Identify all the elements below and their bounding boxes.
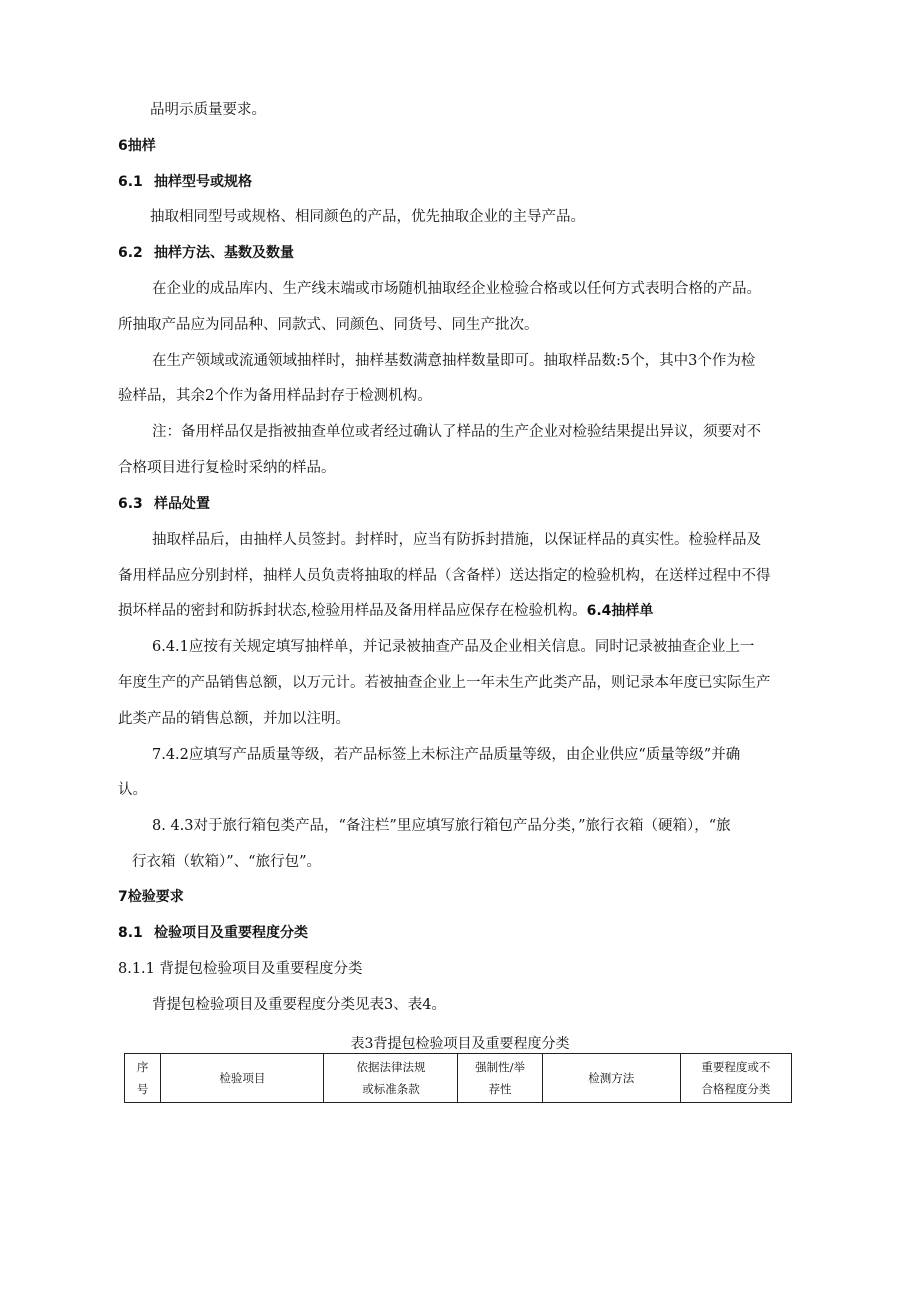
paragraph-line: 在企业的成品库内、生产线末端或市场随机抽取经企业检验合格或以任何方式表明合格的产品。 [152, 281, 761, 297]
table-header-row [125, 1054, 792, 1103]
inspection-items-table [124, 1053, 792, 1103]
header-cell-basis: 依据法律法规 或标准条款 [324, 1054, 458, 1103]
paragraph-line: 背提包检验项目及重要程度分类见表3、表4。 [152, 997, 446, 1013]
heading-text: 样品处置 [154, 496, 210, 512]
header-cell-mandatory: 强制性/举 荐性 [458, 1054, 542, 1103]
header-cell-item: 检验项目 [161, 1054, 324, 1103]
section-heading-6-4: 6.4抽样单 [586, 603, 654, 619]
heading-number: 6.3 [118, 496, 143, 512]
paragraph-line: 验样品，其余2个作为备用样品封存于检测机构。 [118, 388, 432, 404]
table-caption: 表3背提包检验项目及重要程度分类 [350, 1036, 570, 1052]
section-heading-6-1 [118, 172, 252, 192]
paragraph-line: 品明示质量要求。 [150, 102, 266, 118]
paragraph-line: 抽取相同型号或规格、相同颜色的产品，优先抽取企业的主导产品。 [150, 209, 585, 225]
section-heading-6: 6抽样 [118, 138, 156, 154]
heading-text: 检验项目及重要程度分类 [154, 925, 308, 941]
header-cell-method: 检测方法 [542, 1054, 680, 1103]
paragraph-line: 此类产品的销售总额，并加以注明。 [118, 711, 350, 727]
paragraph-line: 年度生产的产品销售总额，以万元计。若被抽查企业上一年未生产此类产品，则记录本年度已实际生产 [118, 675, 771, 691]
paragraph-line: 8. 4.3对于旅行箱包类产品，“备注栏”里应填写旅行箱包产品分类，”旅行衣箱（硬箱），“旅 [152, 818, 731, 834]
paragraph-line: 在生产领域或流通领域抽样时，抽样基数满意抽样数量即可。抽取样品数:5个，其中3个作为检 [152, 353, 756, 369]
header-cell-classification: 重要程度或不 合格程度分类 [680, 1054, 791, 1103]
section-heading-8-1 [118, 923, 308, 943]
paragraph-text: 损坏样品的密封和防拆封状态,检验用样品及备用样品应保存在检验机构。 [118, 603, 587, 619]
header-cell-index: 序 号 [125, 1054, 161, 1103]
heading-text: 抽样型号或规格 [154, 174, 252, 190]
paragraph-line: 抽取样品后，由抽样人员签封。封样时，应当有防拆封措施，以保证样品的真实性。检验样品及 [152, 532, 761, 548]
note-line: 注：备用样品仅是指被抽查单位或者经过确认了样品的生产企业对检验结果提出异议，须要对不 [152, 424, 761, 440]
note-line: 合格项目进行复检时采纳的样品。 [118, 460, 336, 476]
paragraph-line: 认。 [118, 782, 147, 798]
subsection-heading-8-1-1: 8.1.1 背提包检验项目及重要程度分类 [118, 961, 363, 977]
section-heading-6-2 [118, 243, 294, 263]
paragraph-line [118, 601, 653, 621]
heading-number: 8.1 [118, 925, 143, 941]
paragraph-line: 行衣箱（软箱）”、“旅行包”。 [132, 854, 321, 870]
section-heading-6-3 [118, 494, 210, 514]
heading-number: 6.2 [118, 245, 143, 261]
heading-number: 6.1 [118, 174, 143, 190]
paragraph-line: 6.4.1应按有关规定填写抽样单，并记录被抽查产品及企业相关信息。同时记录被抽查企业上一 [152, 639, 755, 655]
heading-text: 抽样方法、基数及数量 [154, 245, 294, 261]
paragraph-line: 所抽取产品应为同品种、同款式、同颜色、同货号、同生产批次。 [118, 317, 539, 333]
paragraph-line: 7.4.2应填写产品质量等级，若产品标签上未标注产品质量等级，由企业供应“质量等级”并确 [152, 747, 741, 763]
section-heading-7: 7检验要求 [118, 889, 184, 905]
paragraph-line: 备用样品应分别封样，抽样人员负责将抽取的样品（含备样）送达指定的检验机构，在送样过程中不得 [118, 568, 771, 584]
